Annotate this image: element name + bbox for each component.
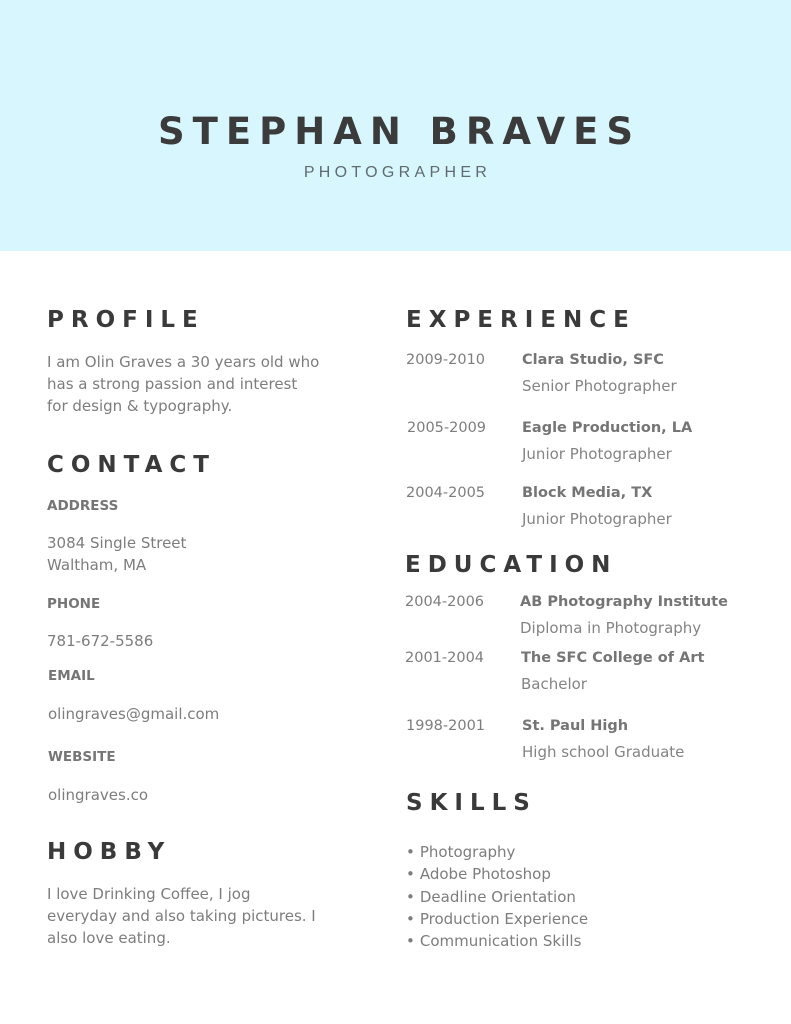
education-degree: High school Graduate bbox=[522, 743, 685, 761]
phone-label: PHONE bbox=[47, 596, 101, 612]
education-item bbox=[405, 594, 775, 644]
skill-item bbox=[406, 886, 588, 908]
education-degree: Bachelor bbox=[521, 675, 587, 693]
experience-role: Senior Photographer bbox=[522, 377, 677, 395]
bullet-icon: • bbox=[406, 887, 415, 906]
profile-text bbox=[47, 351, 319, 417]
email-label: EMAIL bbox=[48, 668, 95, 684]
education-item bbox=[405, 650, 775, 700]
skill-label: Communication Skills bbox=[419, 932, 582, 951]
bullet-icon: • bbox=[406, 865, 415, 884]
experience-org: Clara Studio, SFC bbox=[522, 352, 664, 368]
experience-years: 2004-2005 bbox=[406, 485, 486, 501]
profile-line: has a strong passion and interest bbox=[47, 375, 298, 393]
bullet-icon: • bbox=[406, 909, 415, 928]
address-line: Waltham, MA bbox=[47, 556, 147, 574]
skills-heading: SKILLS bbox=[406, 790, 537, 816]
person-name: STEPHAN BRAVES bbox=[157, 110, 642, 153]
skill-item bbox=[406, 908, 588, 930]
website-label: WEBSITE bbox=[48, 749, 116, 765]
skill-label: Adobe Photoshop bbox=[419, 865, 551, 884]
education-org: AB Photography Institute bbox=[520, 594, 728, 610]
education-org: The SFC College of Art bbox=[521, 650, 705, 666]
hobby-line: I love Drinking Coffee, I jog bbox=[47, 885, 251, 903]
education-org: St. Paul High bbox=[522, 718, 629, 734]
experience-item bbox=[406, 352, 776, 402]
address-value bbox=[47, 532, 186, 576]
experience-role: Junior Photographer bbox=[522, 510, 672, 528]
experience-org: Block Media, TX bbox=[522, 485, 653, 501]
education-years: 2001-2004 bbox=[405, 650, 485, 666]
skill-label: Photography bbox=[419, 843, 516, 861]
education-heading: EDUCATION bbox=[405, 552, 618, 578]
skill-label: Production Experience bbox=[419, 909, 589, 928]
education-degree: Diploma in Photography bbox=[520, 619, 702, 637]
profile-line: for design & typography. bbox=[47, 397, 233, 415]
hobby-line: everyday and also taking pictures. I bbox=[47, 907, 316, 925]
skill-item bbox=[406, 930, 588, 952]
skill-item bbox=[406, 863, 588, 885]
bullet-icon: • bbox=[406, 932, 415, 951]
resume-header bbox=[0, 0, 791, 251]
profile-line: I am Olin Graves a 30 years old who bbox=[47, 353, 320, 371]
address-line: 3084 Single Street bbox=[47, 534, 187, 552]
profile-heading: PROFILE bbox=[47, 307, 205, 333]
skill-label: Deadline Orientation bbox=[419, 887, 576, 906]
skills-list bbox=[406, 841, 588, 952]
skill-item bbox=[406, 841, 588, 863]
education-item bbox=[406, 718, 776, 768]
education-years: 1998-2001 bbox=[406, 718, 486, 734]
bullet-icon: • bbox=[406, 843, 415, 861]
hobby-line: also love eating. bbox=[47, 929, 171, 947]
hobby-text bbox=[47, 883, 316, 949]
experience-years: 2005-2009 bbox=[407, 420, 487, 436]
hobby-heading: HOBBY bbox=[47, 839, 172, 865]
phone-value: 781-672-5586 bbox=[47, 632, 154, 650]
experience-heading: EXPERIENCE bbox=[406, 307, 636, 333]
experience-role: Junior Photographer bbox=[522, 445, 672, 463]
contact-heading: CONTACT bbox=[47, 452, 216, 478]
experience-org: Eagle Production, LA bbox=[522, 420, 693, 436]
job-title: PHOTOGRAPHER bbox=[303, 164, 492, 181]
email-value[interactable]: olingraves@gmail.com bbox=[48, 705, 220, 723]
experience-item bbox=[406, 485, 776, 535]
experience-years: 2009-2010 bbox=[406, 352, 486, 368]
experience-item bbox=[406, 420, 776, 470]
website-value[interactable]: olingraves.co bbox=[48, 786, 149, 804]
address-label: ADDRESS bbox=[47, 498, 119, 514]
education-years: 2004-2006 bbox=[405, 594, 485, 610]
